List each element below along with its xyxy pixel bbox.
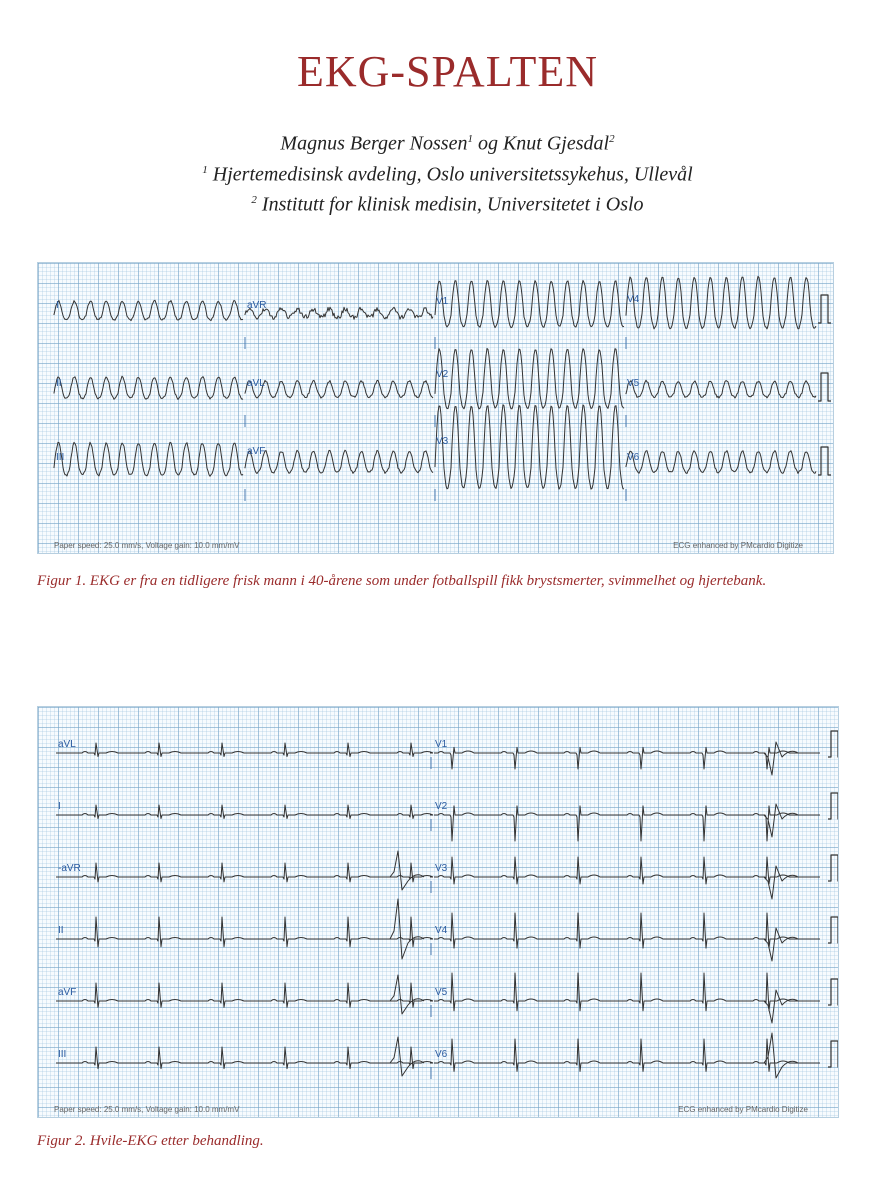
author-block (0, 126, 895, 218)
ecg-figure-2 (37, 706, 839, 1118)
lead-label: V2 (436, 369, 449, 380)
ecg-trace (56, 851, 433, 890)
author-name: Magnus Berger Nossen (280, 132, 468, 155)
figure-1-caption: Figur 1. EKG er fra en tidligere frisk mann i 40-årene som under fotballspill fikk brystsmerter, svimmelhet og hjertebank. (37, 573, 767, 589)
calibration-pulse (828, 1041, 838, 1067)
affiliation-mark: 2 (251, 194, 257, 207)
lead-label: V3 (436, 436, 449, 447)
lead-label: II (56, 378, 62, 389)
lead-label: V6 (435, 1049, 448, 1060)
lead-label: aVR (247, 300, 267, 311)
affiliation-line (0, 157, 895, 188)
ecg-footer-right: ECG enhanced by PMcardio Digitize (673, 541, 803, 550)
lead-label: III (58, 1049, 67, 1060)
lead-label: V1 (435, 739, 448, 750)
calibration-pulse (818, 373, 831, 401)
calibration-pulse (828, 731, 838, 757)
ecg-trace (434, 1033, 820, 1078)
author-join: og (472, 132, 503, 155)
author-affiliation-mark: 2 (609, 133, 615, 145)
author-affiliation-mark: 1 (467, 133, 473, 145)
lead-label: aVL (247, 378, 265, 389)
lead-label: V4 (435, 925, 448, 936)
ecg-trace (626, 380, 816, 398)
ecg-trace (54, 442, 243, 476)
ecg-trace (56, 805, 433, 819)
ecg-trace (245, 380, 433, 398)
ecg-trace (626, 276, 816, 329)
ecg-trace (56, 743, 433, 757)
lead-label: II (58, 925, 64, 936)
lead-label: aVL (58, 739, 76, 750)
lead-label: -aVR (58, 863, 81, 874)
ecg-trace (56, 975, 433, 1014)
ecg-trace (435, 405, 624, 489)
calibration-pulse (828, 793, 838, 819)
author-line (0, 126, 895, 157)
lead-label: V2 (435, 801, 448, 812)
author-name: Knut Gjesdal (502, 132, 610, 155)
lead-label: V1 (436, 296, 449, 307)
ecg-trace (245, 307, 433, 319)
lead-label: V4 (627, 294, 640, 305)
ecg-footer-right: ECG enhanced by PMcardio Digitize (678, 1105, 808, 1114)
lead-label: aVF (58, 987, 77, 998)
ecg-trace (435, 349, 624, 409)
ecg-trace (54, 376, 243, 399)
ecg-trace (434, 973, 820, 1023)
ecg-trace (626, 451, 816, 474)
ecg-trace (56, 1037, 433, 1076)
page-title: EKG-SPALTEN (296, 47, 599, 96)
ecg-trace (434, 857, 820, 899)
calibration-pulse (828, 855, 838, 881)
ecg-trace (434, 804, 820, 841)
lead-label: III (56, 452, 65, 463)
ecg-footer-left: Paper speed: 25.0 mm/s, Voltage gain: 10.0 mm/mV (54, 1105, 240, 1114)
ecg-footer-left: Paper speed: 25.0 mm/s, Voltage gain: 10.0 mm/mV (54, 541, 240, 550)
ecg-figure-1 (37, 262, 834, 554)
ecg-trace (434, 913, 820, 961)
ecg-trace (54, 300, 243, 320)
calibration-pulse (828, 979, 838, 1005)
calibration-pulse (818, 447, 831, 475)
lead-label: V5 (627, 378, 640, 389)
lead-label: V5 (435, 987, 448, 998)
lead-label: aVF (247, 446, 266, 457)
affiliation-line (0, 187, 895, 218)
affiliation-text: Hjertemedisinsk avdeling, Oslo universitetssykehus, Ullevål (212, 163, 693, 186)
lead-label: I (56, 300, 59, 311)
ecg-trace (56, 899, 433, 959)
ecg-trace (435, 281, 624, 328)
figure-2-caption: Figur 2. Hvile-EKG etter behandling. (37, 1133, 264, 1149)
lead-label: V3 (435, 863, 448, 874)
affiliation-text: Institutt for klinisk medisin, Universitetet i Oslo (261, 193, 644, 216)
calibration-pulse (828, 917, 838, 943)
ecg-trace (434, 742, 820, 775)
affiliation-mark: 1 (202, 163, 208, 176)
lead-label: V6 (627, 452, 640, 463)
ecg-trace (245, 450, 433, 473)
lead-label: I (58, 801, 61, 812)
calibration-pulse (818, 295, 831, 323)
